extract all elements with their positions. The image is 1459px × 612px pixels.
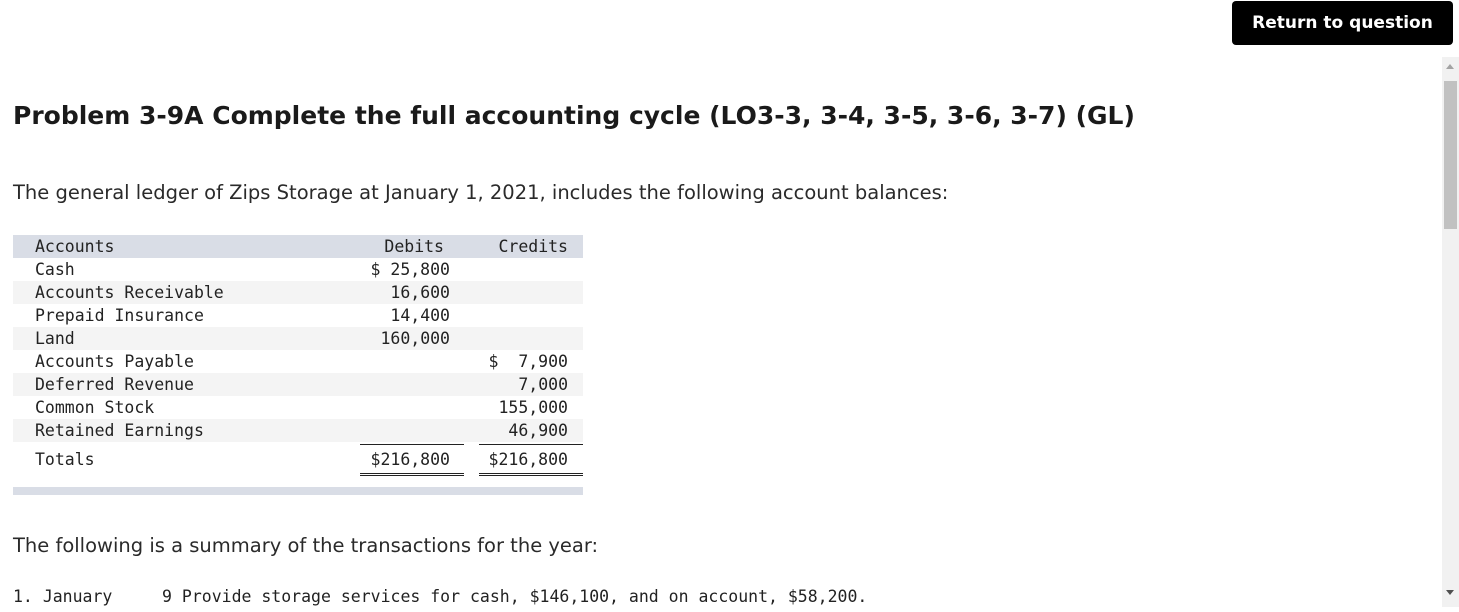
- transaction-number: 1.: [13, 587, 33, 606]
- table-header-row: [13, 235, 583, 258]
- account-name: Land: [35, 329, 75, 348]
- credit-value: 7,000: [518, 375, 568, 394]
- scroll-up-arrow-icon[interactable]: [1446, 64, 1454, 69]
- table-footer-bar: [13, 487, 583, 495]
- credit-total: $216,800: [488, 450, 568, 469]
- scroll-down-arrow-icon[interactable]: [1446, 590, 1454, 595]
- table-row: [13, 327, 583, 350]
- return-to-question-button[interactable]: Return to question: [1232, 1, 1453, 45]
- credit-value: 46,900: [508, 421, 568, 440]
- table-row: [13, 419, 583, 442]
- scrollbar-thumb[interactable]: [1444, 81, 1457, 229]
- table-row: [13, 258, 583, 281]
- account-name: Accounts Receivable: [35, 283, 224, 302]
- transaction-month: January: [42, 587, 113, 606]
- account-name: Retained Earnings: [35, 421, 204, 440]
- trial-balance-table: [13, 235, 583, 476]
- header-accounts: Accounts: [35, 237, 115, 256]
- debit-value: 16,600: [390, 283, 450, 302]
- problem-content: [0, 57, 1442, 612]
- totals-row: [13, 444, 583, 476]
- header-debits: Debits: [384, 237, 444, 256]
- transaction-item: [13, 587, 867, 606]
- credit-value: 155,000: [498, 398, 568, 417]
- account-name: Accounts Payable: [35, 352, 194, 371]
- account-name: Common Stock: [35, 398, 155, 417]
- table-row: [13, 373, 583, 396]
- totals-label: Totals: [35, 450, 95, 469]
- debit-value: 14,400: [390, 306, 450, 325]
- transactions-intro: The following is a summary of the transactions for the year:: [13, 534, 599, 557]
- table-row: [13, 304, 583, 327]
- transaction-description: Provide storage services for cash, $146,100, and on account, $58,200.: [181, 587, 868, 606]
- transaction-day: 9: [162, 587, 172, 606]
- account-name: Cash: [35, 260, 75, 279]
- debit-total: $216,800: [370, 450, 450, 469]
- credit-value: $ 7,900: [488, 352, 568, 371]
- vertical-scrollbar[interactable]: [1442, 57, 1459, 607]
- table-row: [13, 350, 583, 373]
- header-credits: Credits: [498, 237, 568, 256]
- debit-value: $ 25,800: [370, 260, 450, 279]
- debit-value: 160,000: [380, 329, 450, 348]
- account-name: Prepaid Insurance: [35, 306, 204, 325]
- table-row: [13, 396, 583, 419]
- intro-text: The general ledger of Zips Storage at January 1, 2021, includes the following account balances:: [13, 181, 949, 204]
- account-name: Deferred Revenue: [35, 375, 194, 394]
- table-row: [13, 281, 583, 304]
- page-title: Problem 3-9A Complete the full accounting cycle (LO3-3, 3-4, 3-5, 3-6, 3-7) (GL): [13, 101, 1135, 130]
